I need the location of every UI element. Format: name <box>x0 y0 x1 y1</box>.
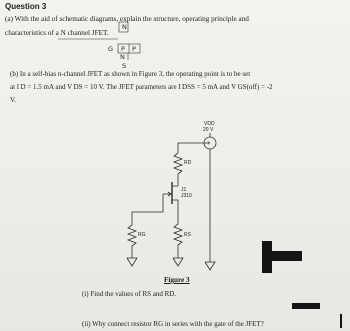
source-plus-icon: + <box>207 141 211 147</box>
rg-label: RG <box>138 232 146 238</box>
jfet-source-lead <box>172 200 178 212</box>
redaction-bar-horizontal <box>262 251 302 261</box>
handwritten-note-g: G <box>108 45 114 53</box>
rd-label: RD <box>184 160 192 166</box>
rg-resistor <box>128 225 136 258</box>
vdd-ground-icon <box>205 262 215 270</box>
gate-wire <box>132 194 163 225</box>
handwritten-note-p-right: P <box>132 45 136 53</box>
jfet-drain-lead <box>172 182 178 186</box>
part-a-line-2: characteristics of a N channel JFET. <box>5 29 109 37</box>
part-b-line-2: at I D = 1.5 mA and V DS = 10 V. The JFET parameters are I DSS = 5 mA and V GS(off) = -2 <box>10 83 273 91</box>
vdd-value: 20 V <box>203 127 214 133</box>
rs-label: RS <box>184 232 191 238</box>
handwritten-note-n-top: N <box>122 23 127 31</box>
handwritten-note-n-bottom: N <box>120 53 125 61</box>
sub-question-i: (i) Find the values of RS and RD. <box>82 290 177 298</box>
jfet-label: J1 <box>181 187 187 193</box>
part-b-line-3: V. <box>10 96 16 104</box>
handwritten-note-s: S <box>122 62 127 70</box>
part-b-line-1: (b) In a self-bias n-channel JFET as shown in Figure 3, the operating point is to be set <box>10 70 251 78</box>
rg-ground-icon <box>127 258 137 266</box>
sub-question-ii: (ii) Why connect resistor RG in series with the gate of the JFET? <box>82 320 264 328</box>
part-a-line-1: (a) With the aid of schematic diagrams, explain the structure, operating principle and <box>5 15 249 23</box>
jfet-part-label: J310 <box>181 193 192 199</box>
figure-label: Figure 3 <box>164 276 190 284</box>
vdd-label: VDD <box>204 121 215 127</box>
redaction-bar-bottom <box>292 303 320 309</box>
question-title: Question 3 <box>5 2 47 11</box>
handwritten-note-p-left: P <box>121 45 125 53</box>
rd-resistor <box>174 153 182 182</box>
redaction-mark-edge <box>340 314 342 328</box>
top-wire <box>178 143 210 153</box>
rs-resistor <box>174 212 182 258</box>
rs-ground-icon <box>173 258 183 266</box>
handwritten-box-n <box>119 22 128 32</box>
